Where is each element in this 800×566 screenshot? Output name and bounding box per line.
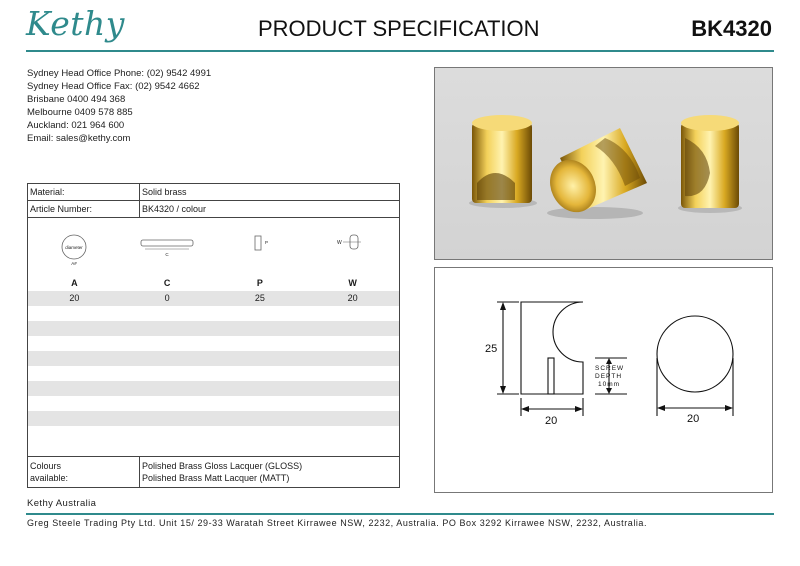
product-photo	[434, 67, 773, 260]
material-label: Material:	[28, 184, 140, 200]
brand-logo: Kethy	[26, 4, 125, 43]
colours-values	[140, 457, 399, 487]
value-a: 20	[69, 293, 80, 303]
contact-email: Email: sales@kethy.com	[27, 133, 131, 144]
material-row	[28, 184, 399, 201]
p-icon-label: P	[264, 240, 268, 245]
screw-label-1: SCREW	[595, 365, 625, 372]
front-circle	[657, 316, 733, 392]
dimensions-section	[28, 218, 399, 457]
side-profile-outline	[521, 302, 583, 394]
empty-row	[28, 411, 399, 426]
height-label: 25	[485, 343, 498, 355]
value-c: 0	[164, 293, 170, 303]
dimension-icons	[28, 218, 399, 278]
value-w: 20	[347, 293, 358, 303]
colours-row	[28, 457, 399, 487]
footer-address: Greg Steele Trading Pty Ltd. Unit 15/ 29-33 Waratah Street Kirrawee NSW, 2232, Australia. PO Box 3292 Kirrawee NSW, 2232, Australia.	[27, 518, 648, 528]
diameter-icon-label: diameter	[65, 245, 84, 250]
c-icon-label: C	[165, 252, 169, 257]
front-width-label: 20	[687, 413, 700, 425]
colours-label-line-1: Colours	[30, 461, 62, 471]
product-code: BK4320	[691, 16, 772, 41]
footer-company: Kethy Australia	[27, 498, 97, 509]
side-width-label: 20	[545, 415, 558, 427]
page-title: PRODUCT SPECIFICATION	[258, 16, 540, 41]
contact-line: Auckland: 021 964 600	[27, 120, 125, 131]
spec-table	[27, 183, 400, 488]
column-header-w: W	[348, 278, 357, 288]
diameter-icon	[28, 232, 121, 278]
colour-option: Polished Brass Matt Lacquer (MATT)	[142, 473, 290, 483]
column-header-c: C	[163, 278, 171, 288]
brass-knobs-image	[435, 68, 773, 260]
colour-option: Polished Brass Gloss Lacquer (GLOSS)	[142, 461, 303, 471]
empty-row	[28, 321, 399, 336]
contact-line: Sydney Head Office Fax: (02) 9542 4662	[27, 81, 200, 92]
article-value: BK4320 / colour	[142, 204, 207, 214]
dimension-diagram	[435, 268, 774, 494]
header-divider	[26, 50, 774, 52]
projection-icon	[214, 232, 307, 278]
length-icon	[121, 232, 214, 278]
screw-label-2: DEPTH	[595, 373, 623, 380]
contact-line: Sydney Head Office Phone: (02) 9542 4991	[27, 68, 212, 79]
colours-label	[28, 457, 140, 487]
technical-drawing	[434, 267, 773, 493]
column-header-a: A	[71, 278, 78, 288]
w-icon-label: W	[336, 240, 342, 246]
empty-row	[28, 381, 399, 396]
empty-row	[28, 351, 399, 366]
screw-label-3: 10mm	[598, 381, 621, 388]
screw-hole	[548, 358, 554, 394]
material-value: Solid brass	[142, 187, 187, 197]
footer-divider	[26, 513, 774, 515]
column-header-p: P	[256, 278, 263, 288]
width-icon	[306, 232, 399, 278]
dimension-values-row	[28, 291, 399, 306]
contact-block	[27, 67, 211, 145]
colours-label-line-2: available:	[30, 473, 69, 483]
value-p: 25	[254, 293, 265, 303]
a-icon-label: A#	[71, 261, 78, 266]
article-label: Article Number:	[28, 201, 140, 217]
contact-line: Brisbane 0400 494 368	[27, 94, 126, 105]
contact-line: Melbourne 0409 578 885	[27, 107, 133, 118]
article-row	[28, 201, 399, 218]
dimension-headers	[28, 278, 399, 291]
